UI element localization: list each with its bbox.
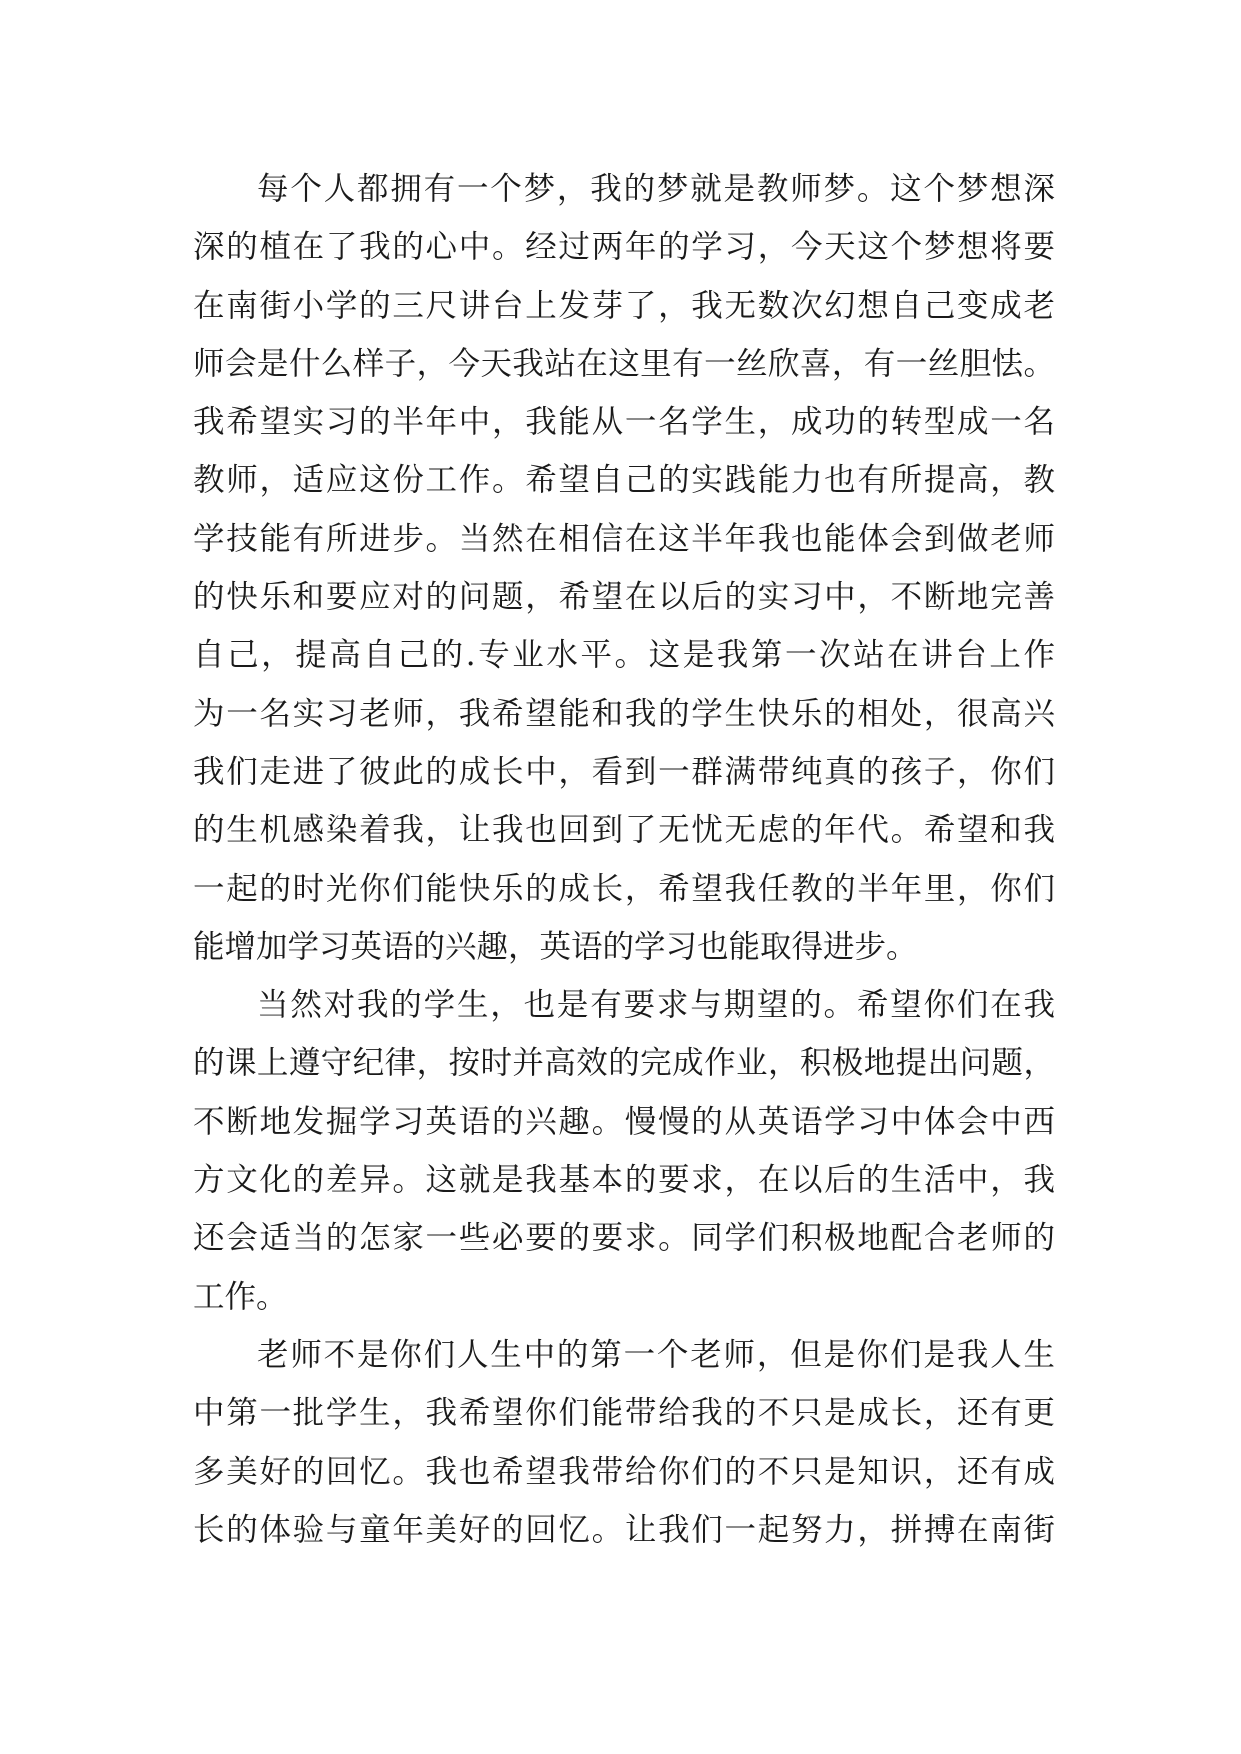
paragraph-1-line-13: 一起的时光你们能快乐的成长，希望我任教的半年里，你们 (193, 870, 1055, 907)
paragraph-1-line-2: 深的植在了我的心中。经过两年的学习，今天这个梦想将要 (193, 229, 1055, 266)
paragraph-1-line-8: 的快乐和要应对的问题，希望在以后的实习中，不断地完善 (193, 579, 1055, 616)
paragraph-3-line-4: 长的体验与童年美好的回忆。让我们一起努力，拼搏在南街 (193, 1511, 1055, 1548)
paragraph-1-line-12: 的生机感染着我，让我也回到了无忧无虑的年代。希望和我 (193, 812, 1055, 849)
paragraph-1-line-3: 在南街小学的三尺讲台上发芽了，我无数次幻想自己变成老 (193, 287, 1055, 324)
paragraph-2-line-1: 当然对我的学生，也是有要求与期望的。希望你们在我 (257, 987, 1055, 1024)
paragraph-1-line-11: 我们走进了彼此的成长中，看到一群满带纯真的孩子，你们 (193, 753, 1055, 790)
document-body (193, 160, 1055, 1559)
paragraph-3-line-3: 多美好的回忆。我也希望我带给你们的不只是知识，还有成 (193, 1453, 1055, 1490)
paragraph-1-line-10: 为一名实习老师，我希望能和我的学生快乐的相处，很高兴 (193, 695, 1055, 732)
paragraph-2-line-2: 的课上遵守纪律，按时并高效的完成作业，积极地提出问题， (193, 1045, 1055, 1082)
paragraph-1-line-9: 自己，提高自己的.专业水平。这是我第一次站在讲台上作 (193, 637, 1055, 674)
paragraph-2-line-4: 方文化的差异。这就是我基本的要求，在以后的生活中，我 (193, 1162, 1055, 1199)
paragraph-1-line-6: 教师，适应这份工作。希望自己的实践能力也有所提高，教 (193, 462, 1055, 499)
paragraph-2-line-5: 还会适当的怎家一些必要的要求。同学们积极地配合老师的 (193, 1220, 1055, 1257)
paragraph-3-line-2: 中第一批学生，我希望你们能带给我的不只是成长，还有更 (193, 1395, 1055, 1432)
paragraph-2-line-6: 工作。 (193, 1278, 288, 1315)
paragraph-1-line-4: 师会是什么样子，今天我站在这里有一丝欣喜，有一丝胆怯。 (193, 345, 1055, 382)
paragraph-1-line-1: 每个人都拥有一个梦，我的梦就是教师梦。这个梦想深 (257, 171, 1055, 207)
paragraph-2-line-3: 不断地发掘学习英语的兴趣。慢慢的从英语学习中体会中西 (193, 1103, 1055, 1140)
paragraph-1-line-7: 学技能有所进步。当然在相信在这半年我也能体会到做老师 (193, 520, 1055, 557)
paragraph-3-line-1: 老师不是你们人生中的第一个老师，但是你们是我人生 (257, 1336, 1055, 1373)
paragraph-1-line-5: 我希望实习的半年中，我能从一名学生，成功的转型成一名 (193, 404, 1055, 441)
paragraph-1-line-14: 能增加学习英语的兴趣，英语的学习也能取得进步。 (193, 928, 918, 965)
